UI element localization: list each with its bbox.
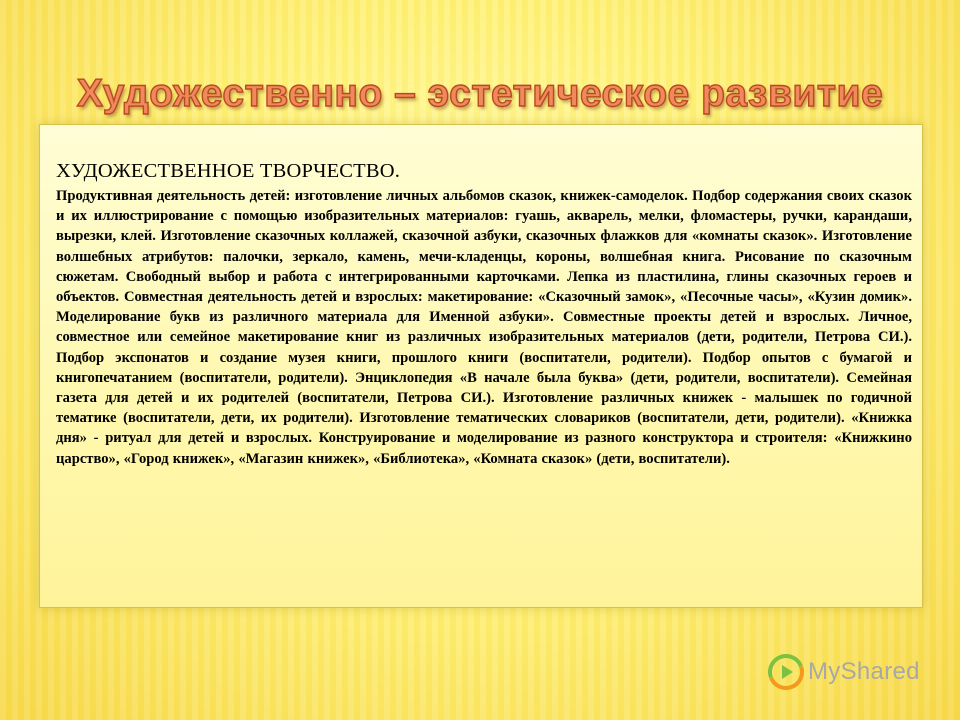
- section-body-text: Продуктивная деятельность детей: изготовление личных альбомов сказок, книжек-самоделок. Подбор содержания своих сказок и их иллюстрирование с помощью изобразительных материалов: гуашь, акварель, мелки, фломастеры, ручки, карандаши, вырезки, клей. Изготовление сказочных коллажей, сказочной азбуки, сказочных флажков для «комнаты сказок». Изготовление волшебных атрибутов: палочки, зеркало, камень, мечи-кладенцы, короны, волшебная книга. Рисование по сказочным сюжетам. Свободный выбор и работа с интегрированными карточками. Лепка из пластилина, глины сказочных героев и объектов. Совместная деятельность детей и взрослых: макетирование: «Сказочный замок», «Песочные часы», «Кузин домик». Моделирование букв из различного материала для Именной азбуки». Совместные проекты детей и взрослых. Личное, совместное или семейное макетирование книг из различных изобразительных материалов (дети, родители, Петрова СИ.). Подбор экспонатов и создание музея книги, прошлого книги (воспитатели, родители). Подбор опытов с бумагой и книгопечатанием (воспитатели, родители). Энциклопедия «В начале была буква» (дети, родители, воспитатели). Семейная газета для детей и их родителей (воспитатели, Петрова СИ.). Изготовление различных книжек - малышек по годичной тематике (воспитатели, дети, их родители). Изготовление тематических словариков (воспитатели, дети, родители). «Книжка дня» - ритуал для детей и взрослых. Конструирование и моделирование из разного конструктора и строителя: «Книжкино царство», «Город книжек», «Магазин книжек», «Библиотека», «Комната сказок» (дети, воспитатели).: [56, 188, 912, 467]
- myshared-logo: [768, 652, 920, 692]
- myshared-logo-icon: [768, 654, 804, 690]
- content-panel: [39, 124, 923, 608]
- logo-text: MyShared: [808, 658, 920, 685]
- section-heading: ХУДОЖЕСТВЕННОЕ ТВОРЧЕСТВО.: [56, 160, 401, 182]
- slide-title: Художественно – эстетическое развитие: [76, 72, 884, 115]
